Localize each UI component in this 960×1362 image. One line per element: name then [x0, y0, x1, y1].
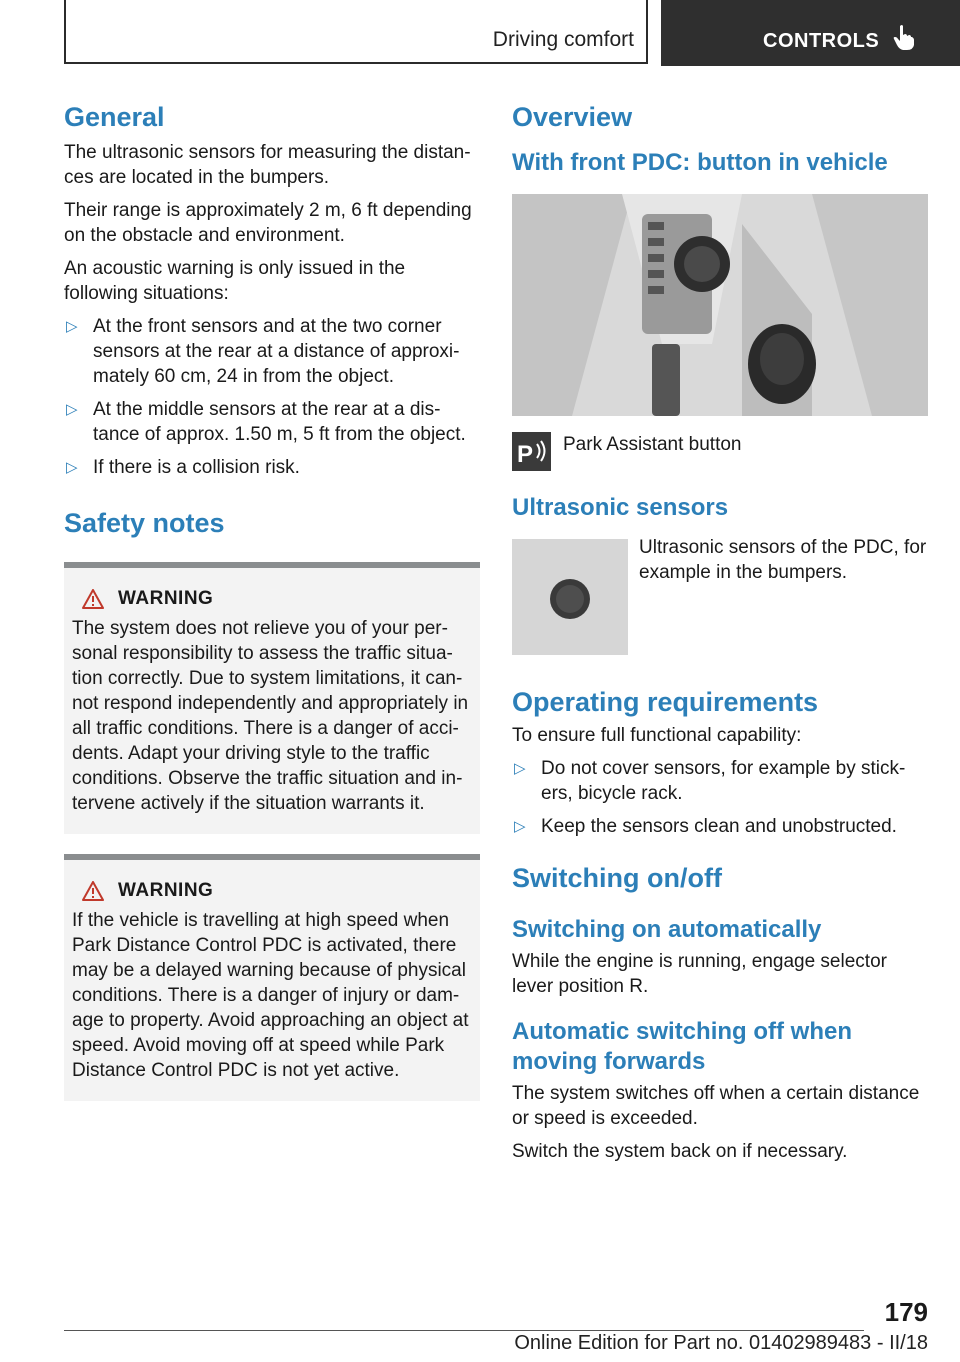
warning-text: If the vehicle is travelling at high speed when Park Distance Control PDC is activated, there may be a delayed warning because of physical conditions. There is a danger of injury or dam‐age to property. Avoid approaching an object at speed. Avoid moving off at speed while Park Distance Control PDC is not yet active.: [72, 910, 469, 1081]
general-heading: General: [64, 102, 165, 132]
triangle-bullet-icon: ▷: [66, 401, 78, 418]
footer-edition: Online Edition for Part no. 01402989483 - II/18: [514, 1332, 928, 1354]
header-chapter-title: CONTROLS: [763, 30, 880, 52]
footer-rule: [64, 1330, 864, 1331]
list-item: ▷ Do not cover sensors, for example by stick‐ers, bicycle rack.: [514, 758, 906, 804]
operating-bullet-list: [512, 756, 928, 839]
safety-notes-heading: Safety notes: [64, 508, 225, 538]
switching-off-text-2: Switch the system back on if necessary.: [512, 1141, 848, 1162]
list-item: ▷ Keep the sensors clean and unobstructed.: [514, 816, 897, 837]
warning-label: WARNING: [118, 588, 214, 609]
right-column: [512, 100, 928, 1172]
list-item: ▷ At the middle sensors at the rear at a dis‐tance of approx. 1.50 m, 5 ft from the object.: [66, 399, 466, 445]
warning-box: [64, 562, 480, 834]
switching-heading: Switching on/off: [512, 863, 722, 893]
park-assistant-caption: Park Assistant button: [563, 434, 742, 455]
triangle-bullet-icon: ▷: [514, 760, 526, 777]
warning-triangle-icon: [82, 881, 104, 901]
list-item: ▷ If there is a collision risk.: [66, 457, 300, 478]
general-paragraph-3: An acoustic warning is only issued in the following situations:: [64, 258, 406, 304]
warning-triangle-icon: [82, 589, 104, 609]
general-paragraph-2: Their range is approximately 2 m, 6 ft depending on the obstacle and environment.: [64, 200, 472, 246]
operating-requirements-heading: Operating requirements: [512, 687, 819, 717]
ultrasonic-sensors-text: Ultrasonic sensors of the PDC, for example in the bumpers.: [639, 537, 927, 583]
triangle-bullet-icon: ▷: [66, 459, 78, 476]
ultrasonic-sensor-row: [512, 535, 928, 655]
list-item: ▷ At the front sensors and at the two corner sensors at the rear at a distance of approxi‐mately 60 cm, 24 in from the object.: [66, 316, 460, 387]
left-column: [64, 100, 480, 1121]
switching-on-subheading: Switching on automatically: [512, 916, 822, 943]
switching-off-text-1: The system switches off when a certain distance or speed is exceeded.: [512, 1083, 920, 1129]
operating-intro: To ensure full functional capability:: [512, 725, 802, 746]
overview-heading: Overview: [512, 102, 633, 132]
front-pdc-subheading: With front PDC: button in vehicle: [512, 149, 888, 176]
pointing-hand-icon: [893, 24, 915, 50]
warning-label: WARNING: [118, 880, 214, 901]
ultrasonic-sensors-heading: Ultrasonic sensors: [512, 494, 729, 521]
sensor-photo: [512, 539, 628, 655]
triangle-bullet-icon: ▷: [514, 818, 526, 835]
park-assistant-legend: [512, 432, 928, 471]
warning-box: [64, 854, 480, 1101]
header-section-box: [64, 0, 648, 64]
page-number: 179: [884, 1297, 928, 1327]
warning-text: The system does not relieve you of your per‐sonal responsibility to assess the traffic situa‐tion correctly. Due to system limitations, it can‐not respond independently and appropriately in all traffic conditions. There is a danger of acci‐dents. Adapt your driving style to the traffic conditions. Observe the traffic situation and in‐tervene actively if the situation warrants it.: [72, 618, 469, 814]
general-bullet-list: [64, 314, 480, 480]
switching-on-text: While the engine is running, engage selector lever position R.: [512, 951, 887, 997]
general-paragraph-1: The ultrasonic sensors for measuring the distan‐ces are located in the bumpers.: [64, 142, 471, 188]
center-console-photo: [512, 194, 928, 416]
center-console-illustration: [512, 194, 928, 416]
header-section-title: Driving comfort: [492, 28, 634, 51]
switching-off-subheading: Automatic switching off when moving forwards: [512, 1018, 852, 1075]
svg-text:P: P: [517, 441, 534, 468]
header-chapter-box: [661, 0, 960, 66]
triangle-bullet-icon: ▷: [66, 318, 78, 335]
park-assistant-icon: [512, 432, 551, 471]
